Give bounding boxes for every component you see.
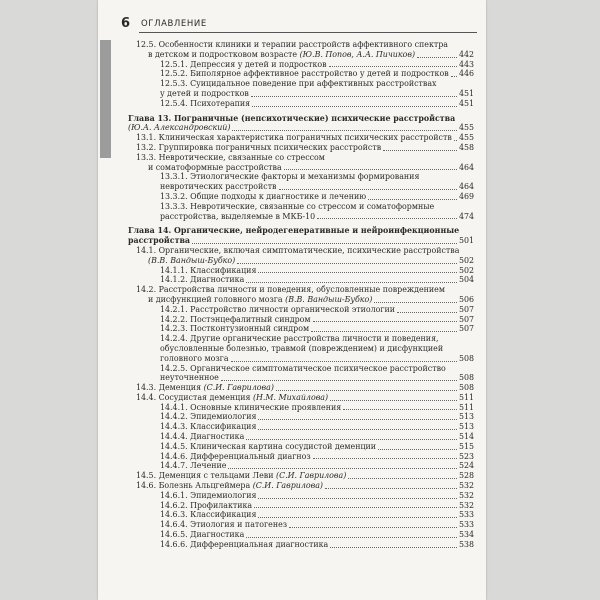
toc-entry-title: 14.4.4. Диагностика (160, 432, 245, 442)
table-of-contents (128, 40, 474, 550)
toc-entry-title: у детей и подростков (160, 88, 249, 98)
toc-leader-dots (325, 480, 457, 489)
toc-entry-title: 14.6.1. Эпидемиология (160, 490, 257, 500)
toc-leader-dots (228, 460, 456, 469)
toc-page-number: 508 (458, 353, 474, 363)
toc-page-number: 451 (458, 88, 474, 98)
toc-page-number: 511 (458, 392, 474, 402)
toc-page-number: 469 (458, 191, 474, 201)
toc-entry-title: 14.2. Расстройства личности и поведения, обусловленные повреждением (136, 285, 445, 295)
toc-leader-dots (317, 210, 457, 219)
toc-leader-dots (258, 509, 457, 518)
toc-entry-title: головного мозга (160, 353, 229, 363)
toc-leader-dots (221, 372, 457, 381)
toc-leader-dots (374, 294, 457, 303)
toc-entry-row[interactable] (128, 540, 474, 550)
toc-entry-title: 14.2.3. Постконтузионный синдром (160, 324, 310, 334)
toc-entry-label (160, 99, 250, 109)
toc-leader-dots (348, 470, 457, 479)
toc-page-number: 504 (458, 275, 474, 285)
toc-entry-label (136, 471, 346, 481)
toc-leader-dots (289, 519, 457, 528)
toc-leader-dots (251, 88, 457, 97)
toc-entry-title: Глава 14. Органические, нейродегенеративные и нейроинфекционные (128, 226, 460, 236)
toc-leader-dots (192, 235, 457, 244)
toc-entry-label (160, 373, 219, 383)
toc-entry-label (160, 69, 449, 79)
toc-page-number: 501 (458, 236, 474, 246)
toc-entry-author: (Ю.В. Попов, А.А. Пичиков) (299, 49, 416, 59)
toc-chapter-row[interactable] (128, 236, 474, 246)
toc-leader-dots (276, 382, 457, 391)
toc-entry-author: (В.В. Вандыш-Бубко) (285, 294, 373, 304)
toc-entry-title: 14.1.1. Классификация (160, 265, 257, 275)
toc-entry-label (128, 123, 230, 133)
toc-entry-title: 12.5. Особенности клиники и терапии расстройств аффективного спектра (136, 40, 449, 49)
toc-entry-label (160, 89, 249, 99)
toc-entry-author: (С.И. Гаврилова) (252, 481, 324, 491)
toc-page-number: 533 (458, 510, 474, 520)
toc-entry-row[interactable] (128, 69, 474, 79)
toc-entry-label (160, 324, 309, 334)
toc-entry-row[interactable] (128, 60, 474, 70)
toc-entry-title: 14.4.3. Классификация (160, 422, 257, 432)
toc-leader-dots (258, 411, 456, 420)
toc-entry-title: 12.5.4. Психотерапия (160, 98, 251, 108)
toc-leader-dots (237, 255, 457, 264)
toc-entry-label (160, 422, 256, 432)
toc-entry-title: 14.5. Деменция с тельцами Леви (136, 471, 274, 481)
toc-entry-row[interactable] (128, 163, 474, 173)
toc-page-number: 515 (458, 441, 474, 451)
toc-entry-label (136, 143, 381, 153)
toc-entry-title: 14.6.3. Классификация (160, 510, 257, 520)
toc-entry-title: невротических расстройств (160, 182, 277, 192)
toc-entry-label (148, 295, 372, 305)
toc-entry-title: 14.4.1. Основные клинические проявления (160, 402, 342, 412)
toc-entry-title: 14.4.6. Дифференциальный диагноз (160, 451, 311, 461)
toc-page-number: 532 (458, 490, 474, 500)
toc-page-number: 442 (458, 49, 474, 59)
toc-page-number: 532 (458, 500, 474, 510)
header-title: ОГЛАВЛЕНИЕ (141, 19, 207, 29)
toc-entry-author: (С.И. Гаврилова) (203, 383, 274, 393)
toc-entry-row[interactable] (128, 334, 474, 344)
header-rule (139, 32, 477, 33)
toc-page-number: 506 (458, 294, 474, 304)
toc-entry-title: 13.3.2. Общие подходы к диагностике и лечению (160, 191, 367, 201)
toc-page-number: 464 (458, 162, 474, 172)
toc-entry-label (136, 383, 274, 393)
toc-entry-row[interactable] (128, 123, 474, 133)
toc-leader-dots (279, 181, 457, 190)
toc-entry-label (160, 354, 229, 364)
toc-entry-label (160, 182, 277, 192)
toc-entry-author: (Ю.А. Александровский) (128, 123, 231, 133)
toc-entry-label (160, 501, 252, 511)
toc-entry-title: и дисфункцией головного мозга (148, 294, 283, 304)
toc-page-number: 507 (458, 304, 474, 314)
toc-entry-title: 14.6.2. Профилактика (160, 500, 253, 510)
toc-leader-dots (284, 161, 457, 170)
toc-entry-title: 14.6.4. Этиология и патогенез (160, 520, 288, 530)
toc-entry-label (160, 275, 244, 285)
toc-entry-title: 14.6. Болезнь Альцгеймера (136, 481, 251, 491)
toc-entry-title: 14.2.2. Постэнцефалитный синдром (160, 314, 311, 324)
toc-page-number: 524 (458, 461, 474, 471)
toc-entry-label (160, 60, 327, 70)
toc-entry-title: 14.4. Сосудистая деменция (136, 392, 251, 402)
toc-entry-label (128, 236, 190, 246)
toc-entry-title: 14.2.1. Расстройство личности органической этиологии (160, 304, 396, 314)
toc-page-number: 446 (458, 69, 474, 79)
toc-entry-label (160, 461, 226, 471)
toc-page-number: 464 (458, 182, 474, 192)
toc-page-number: 508 (458, 383, 474, 393)
toc-entry-title: 14.2.4. Другие органические расстройства личности и поведения, (160, 334, 439, 344)
toc-leader-dots (330, 539, 457, 548)
toc-entry-title: 12.5.2. Биполярное аффективное расстройство у детей и подростков (160, 69, 449, 79)
toc-entry-label (136, 40, 448, 50)
toc-entry-author: (В.В. Вандыш-Бубко) (148, 255, 236, 265)
toc-leader-dots (383, 142, 457, 151)
toc-entry-title: 13.3.1. Этиологические факторы и механизмы формирования (160, 172, 420, 182)
toc-leader-dots (311, 323, 457, 332)
toc-page-number: 455 (458, 133, 474, 143)
toc-leader-dots (329, 58, 457, 67)
toc-page-number: 502 (458, 265, 474, 275)
toc-page-number: 514 (458, 432, 474, 442)
toc-entry-title: 14.1. Органические, включая симптоматические, психические расстройства (136, 245, 460, 255)
toc-page-number: 507 (458, 324, 474, 334)
toc-entry-label (160, 192, 366, 202)
toc-leader-dots (454, 132, 457, 141)
toc-entry-author: (С.И. Гаврилова) (275, 471, 347, 481)
toc-page-number: 443 (458, 59, 474, 69)
toc-entry-title: 14.6.5. Диагностика (160, 530, 245, 540)
toc-entry-title: 14.4.2. Эпидемиология (160, 412, 257, 422)
toc-entry-title: 12.5.1. Депрессия у детей и подростков (160, 59, 327, 69)
toc-entry-row[interactable] (128, 143, 474, 153)
toc-entry-title: 13.3.3. Невротические, связанные со стрессом и соматоформные (160, 201, 435, 211)
toc-entry-label (160, 510, 256, 520)
toc-leader-dots (378, 441, 457, 450)
toc-entry-label (160, 412, 256, 422)
toc-entry-title: 14.2.5. Органическое симптоматическое психическое расстройство (160, 363, 446, 373)
toc-leader-dots (313, 313, 457, 322)
toc-page-number: 455 (458, 123, 474, 133)
toc-page-number: 511 (458, 402, 474, 412)
toc-leader-dots (368, 191, 457, 200)
toc-entry-label (160, 540, 328, 550)
toc-page-number: 532 (458, 481, 474, 491)
toc-page-number: 538 (458, 539, 474, 549)
toc-leader-dots (258, 490, 456, 499)
toc-entry-title: неуточненное (160, 373, 219, 383)
toc-entry-label (160, 491, 256, 501)
toc-entry-title: 13.2. Группировка пограничных психических расстройств (136, 142, 382, 152)
toc-page-number: 513 (458, 412, 474, 422)
toc-entry-title: 14.1.2. Диагностика (160, 275, 245, 285)
toc-leader-dots (231, 353, 457, 362)
toc-leader-dots (232, 122, 456, 131)
toc-entry-title: 13.1. Клиническая характеристика пограничных психических расстройств (136, 133, 452, 143)
toc-entry-label (160, 212, 315, 222)
toc-entry-row[interactable] (128, 324, 474, 334)
toc-entry-title: 13.3. Невротические, связанные со стрессом (136, 152, 325, 162)
toc-entry-author: (Н.М. Михайлова) (252, 392, 329, 402)
toc-leader-dots (417, 49, 457, 58)
toc-page-number: 534 (458, 530, 474, 540)
toc-entry-title: 14.4.5. Клиническая картина сосудистой деменции (160, 441, 377, 451)
toc-page-number: 528 (458, 471, 474, 481)
toc-leader-dots (397, 304, 457, 313)
toc-page-number: 474 (458, 211, 474, 221)
toc-page-number: 502 (458, 255, 474, 265)
toc-leader-dots (343, 401, 457, 410)
toc-entry-row[interactable] (128, 354, 474, 364)
toc-entry-row[interactable] (128, 275, 474, 285)
toc-entry-label (160, 315, 311, 325)
toc-page-number: 451 (458, 98, 474, 108)
toc-entry-row[interactable] (128, 99, 474, 109)
toc-entry-title: расстройства (128, 236, 191, 246)
toc-leader-dots (254, 499, 457, 508)
toc-entry-label (136, 393, 328, 403)
toc-leader-dots (258, 421, 457, 430)
page-number: 6 (121, 16, 131, 31)
toc-page-number: 458 (458, 142, 474, 152)
toc-entry-title: и соматоформные расстройства (148, 162, 282, 172)
toc-entry-row[interactable] (128, 212, 474, 222)
toc-entry-title: 14.6.6. Дифференциальная диагностика (160, 539, 329, 549)
toc-leader-dots (252, 98, 457, 107)
toc-page-number: 513 (458, 422, 474, 432)
toc-page-number: 508 (458, 373, 474, 383)
toc-leader-dots (246, 274, 457, 283)
toc-entry-title: Глава 13. Пограничные (непсихотические) психические расстройства (128, 113, 456, 123)
toc-leader-dots (451, 68, 457, 77)
toc-entry-label (160, 334, 439, 344)
toc-entry-title: 12.5.3. Суицидальное поведение при аффективных расстройствах (160, 79, 437, 89)
toc-entry-label (160, 266, 256, 276)
toc-entry-label (148, 163, 282, 173)
toc-page-number: 523 (458, 451, 474, 461)
section-marker-bar (100, 40, 111, 158)
toc-leader-dots (246, 529, 457, 538)
toc-leader-dots (258, 264, 457, 273)
toc-entry-title: 14.3. Деменция (136, 383, 202, 393)
toc-entry-label (148, 256, 235, 266)
toc-entry-label (160, 432, 244, 442)
toc-entry-title: обусловленные болезнью, травмой (повреждением) и дисфункцией (160, 343, 444, 353)
toc-entry-label (160, 530, 244, 540)
toc-entry-title: 14.4.7. Лечение (160, 461, 227, 471)
toc-page-number: 507 (458, 314, 474, 324)
toc-leader-dots (313, 450, 457, 459)
page-header (121, 16, 476, 34)
toc-leader-dots (246, 431, 457, 440)
toc-entry-row[interactable] (128, 192, 474, 202)
toc-entry-title: расстройства, выделяемые в МКБ-10 (160, 211, 316, 221)
toc-leader-dots (330, 392, 457, 401)
toc-page-number: 533 (458, 520, 474, 530)
toc-entry-title: в детском и подростковом возрасте (148, 49, 298, 59)
